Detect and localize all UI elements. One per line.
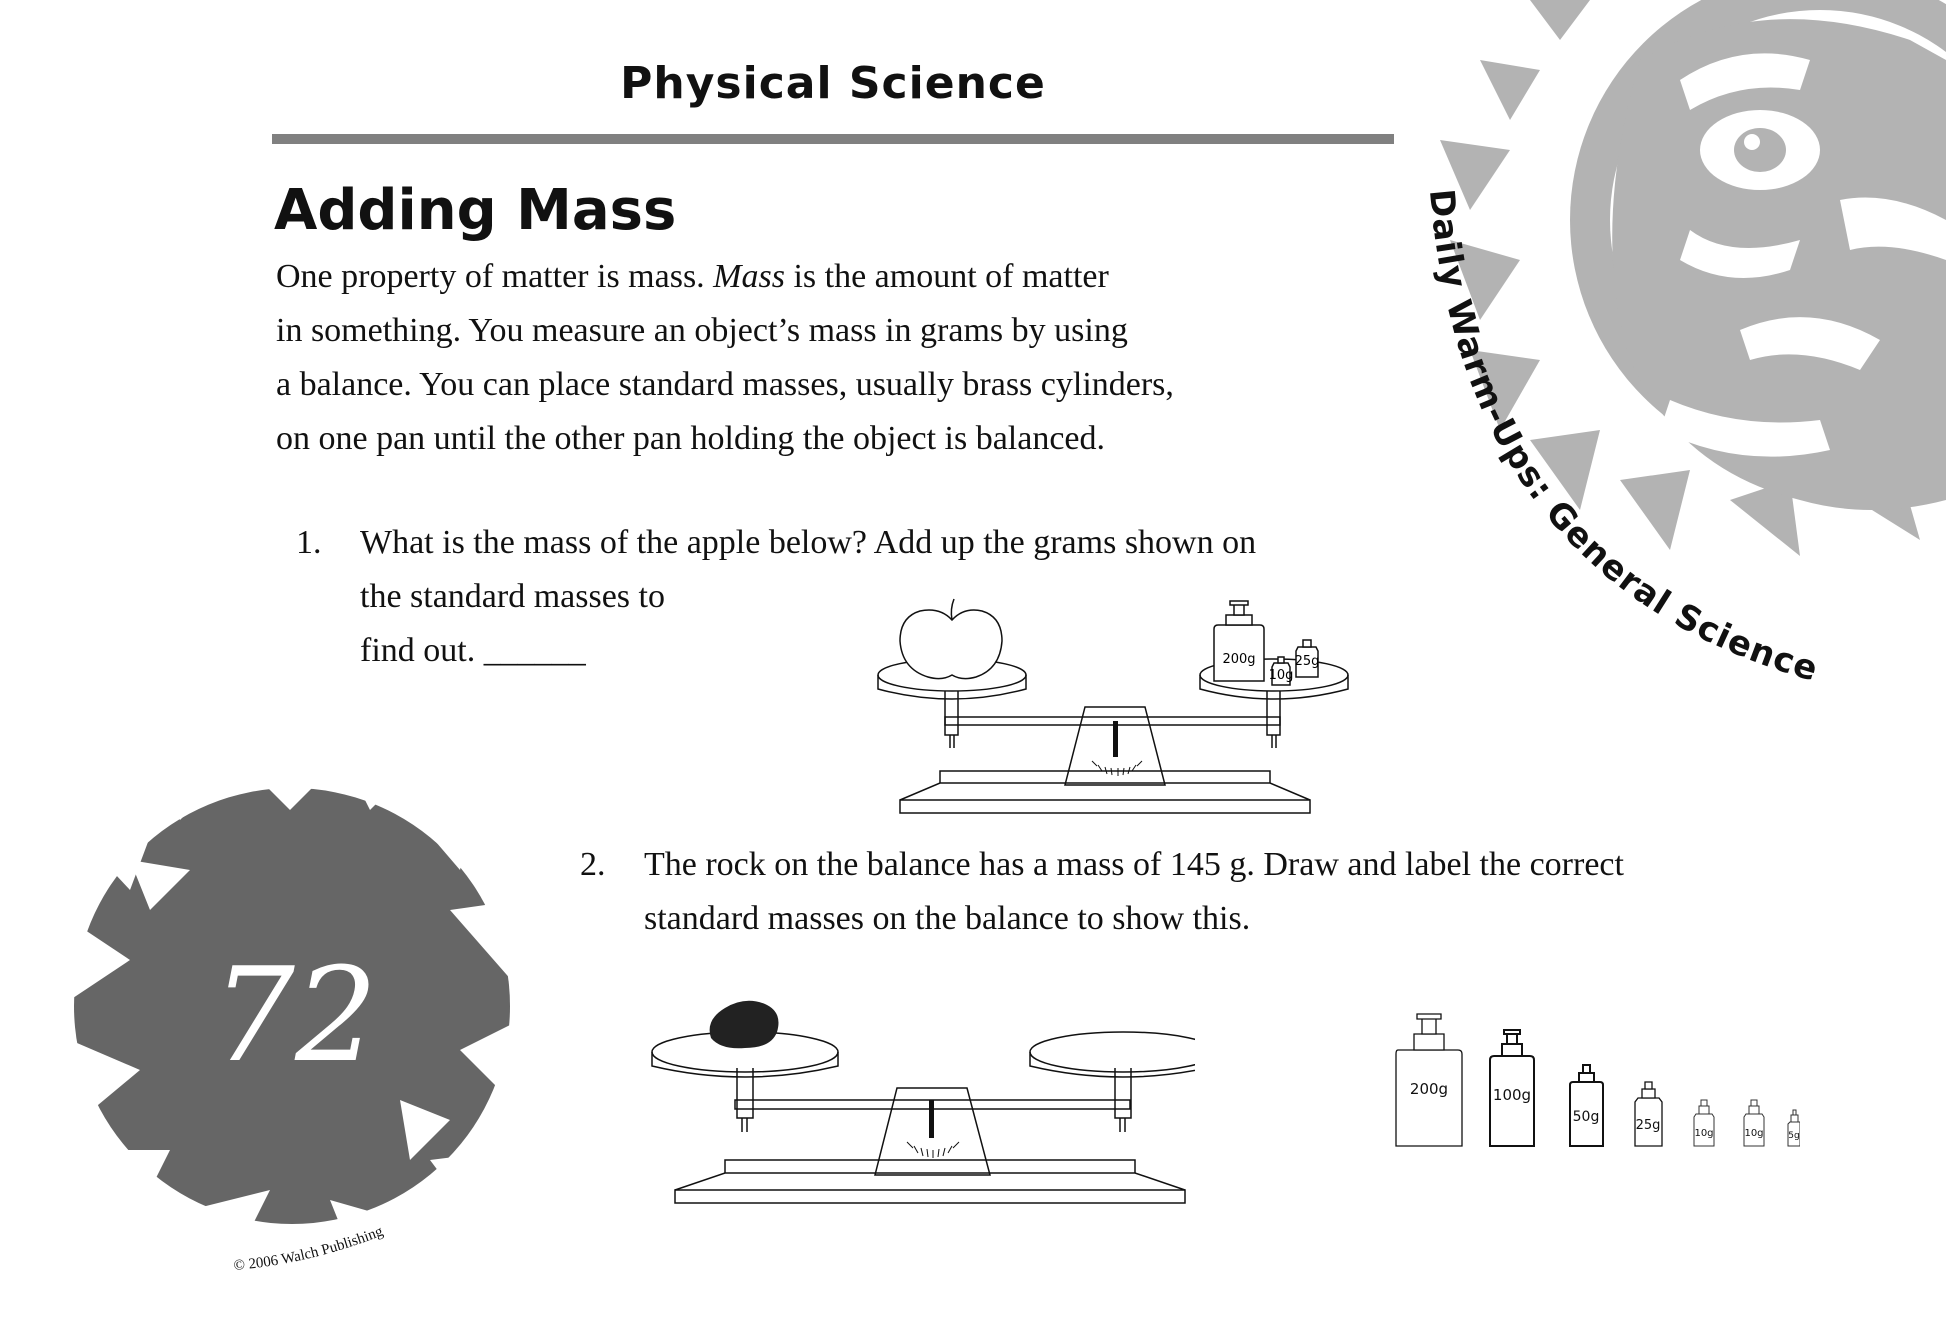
- mass-label-200g: 200g: [1222, 652, 1256, 667]
- mass-label-10g: 10g: [1694, 1128, 1714, 1139]
- intro-line: on one pan until the other pan holding the object is balanced.: [276, 420, 1105, 457]
- intro-line: One property of matter is mass. Mass is the amount of matter: [276, 258, 1109, 295]
- svg-text:© 2006 Walch Publishing: [233, 1223, 386, 1274]
- mass-label-100g: 100g: [1492, 1086, 1532, 1104]
- balance-apple: [870, 585, 1360, 820]
- mass-label-50g: 50g: [1572, 1109, 1600, 1125]
- copyright-curve: [220, 1190, 460, 1280]
- page-number-badge: [70, 770, 520, 1250]
- standard-masses-row: [1390, 1010, 1800, 1150]
- mass-label-10g: 10g: [1268, 668, 1294, 683]
- svg-text:Daily Warm-Ups: General Scienc: [1421, 187, 1823, 690]
- lesson-title: Adding Mass: [274, 178, 677, 243]
- series-title-curve: [1390, 160, 1946, 700]
- intro-line: in something. You measure an object’s mass in grams by using: [276, 312, 1128, 349]
- question-number: 2.: [580, 846, 606, 883]
- mass-label-200g: 200g: [1409, 1080, 1449, 1098]
- copyright: © 2006 Walch Publishing: [232, 1223, 386, 1275]
- question-2: 2. The rock on the balance has a mass of 145 g. Draw and label the correct standard masses on the balance to show this.: [580, 838, 1624, 946]
- series-title: Daily Warm-Ups: General Science: [1420, 187, 1823, 690]
- answer-blank[interactable]: find out. ______: [360, 632, 586, 669]
- header-rule: [272, 134, 1394, 144]
- question-1: 1. What is the mass of the apple below? Add up the grams shown on the standard masses to find out. ______: [296, 516, 1256, 678]
- mass-label-25g: 25g: [1635, 1118, 1661, 1133]
- question-number: 1.: [296, 524, 322, 561]
- intro-line: a balance. You can place standard masses, usually brass cylinders,: [276, 366, 1174, 403]
- mass-label-5g: 5g: [1788, 1131, 1800, 1141]
- balance-rock[interactable]: [645, 990, 1195, 1215]
- mass-label-10g: 10g: [1744, 1128, 1764, 1139]
- page-number: 72: [212, 939, 378, 1091]
- intro-paragraph: [276, 250, 1436, 466]
- mass-label-25g: 25g: [1294, 654, 1320, 669]
- subject-header: Physical Science: [620, 58, 1046, 109]
